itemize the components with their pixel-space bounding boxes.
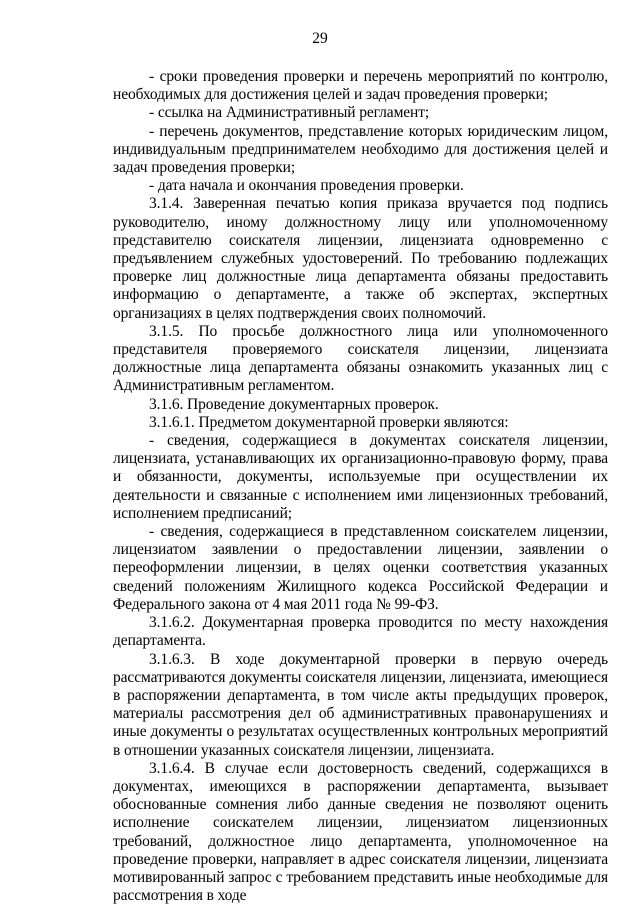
- document-body: [113, 68, 608, 905]
- paragraph-3-1-6: 3.1.6. Проведение документарных проверок.: [149, 395, 439, 413]
- paragraph-3-1-4: 3.1.4. Заверенная печатью копия приказа вручается под подпись руководителю, иному должностному лицу или уполномоченному представителю соискателя лицензии, лицензиата одновременно с предъявлением служебных удостоверений. По требованию подлежащих проверке лиц должностные лица департамента обязаны предоставить информацию о департаменте, а также об экспертах, экспертных организациях в целях подтверждения своих полномочий.: [113, 195, 608, 322]
- paragraph-3-1-6-2: 3.1.6.2. Документарная проверка проводится по месту нахождения департамента.: [113, 614, 608, 650]
- paragraph-3-1-5: 3.1.5. По просьбе должностного лица или уполномоченного представителя проверяемого соискателя лицензии, лицензиата должностные лица департамента обязаны ознакомить указанных лиц с Административным регламентом.: [113, 322, 608, 395]
- paragraph-inspection-dates: - дата начала и окончания проведения проверки.: [149, 177, 464, 195]
- paragraph-documents-info: - сведения, содержащиеся в документах соискателя лицензии, лицензиата, устанавливающих их организационно-правовую форму, права и обязанности, документы, используемые при осуществлении их деятельности и связанные с исполнением ими лицензионных требований, исполнением предписаний;: [113, 432, 608, 522]
- paragraph-3-1-6-4: 3.1.6.4. В случае если достоверность сведений, содержащихся в документах, имеющихся в распоряжении департамента, вызывает обоснованные сомнения либо данные сведения не позволяют оценить исполнение соискателем лицензии, лицензиатом лицензионных требований, должностное лицо департамента, уполномоченное на проведение проверки, направляет в адрес соискателя лицензии, лицензиата мотивированный запрос с требованием представить иные необходимые для рассмотрения в ходе: [113, 759, 608, 905]
- paragraph-documents-list: - перечень документов, представление которых юридическим лицом, индивидуальным предпринимателем необходимо для достижения целей и задач проведения проверки;: [113, 122, 608, 177]
- paragraph-regulation-link: - ссылка на Административный регламент;: [149, 104, 430, 122]
- paragraph-3-1-6-1: 3.1.6.1. Предметом документарной проверки являются:: [149, 413, 509, 431]
- paragraph-application-info: - сведения, содержащиеся в представленном соискателем лицензии, лицензиатом заявлении о предоставлении лицензии, заявлении о переоформлении лицензии, в целях оценки соответствия указанных сведений положениям Жилищного кодекса Российской Федерации и Федерального закона от 4 мая 2011 года № 99-ФЗ.: [113, 523, 608, 613]
- paragraph-inspection-terms: - сроки проведения проверки и перечень мероприятий по контролю, необходимых для достижения целей и задач проведения проверки;: [113, 68, 608, 104]
- page-number: 29: [312, 30, 328, 47]
- paragraph-3-1-6-3: 3.1.6.3. В ходе документарной проверки в первую очередь рассматриваются документы соискателя лицензии, лицензиата, имеющиеся в распоряжении департамента, в том числе акты предыдущих проверок, материалы рассмотрения дел об административных правонарушениях и иные документы о результатах осуществленных контрольных мероприятий в отношении указанных соискателя лицензии, лицензиата.: [113, 650, 608, 759]
